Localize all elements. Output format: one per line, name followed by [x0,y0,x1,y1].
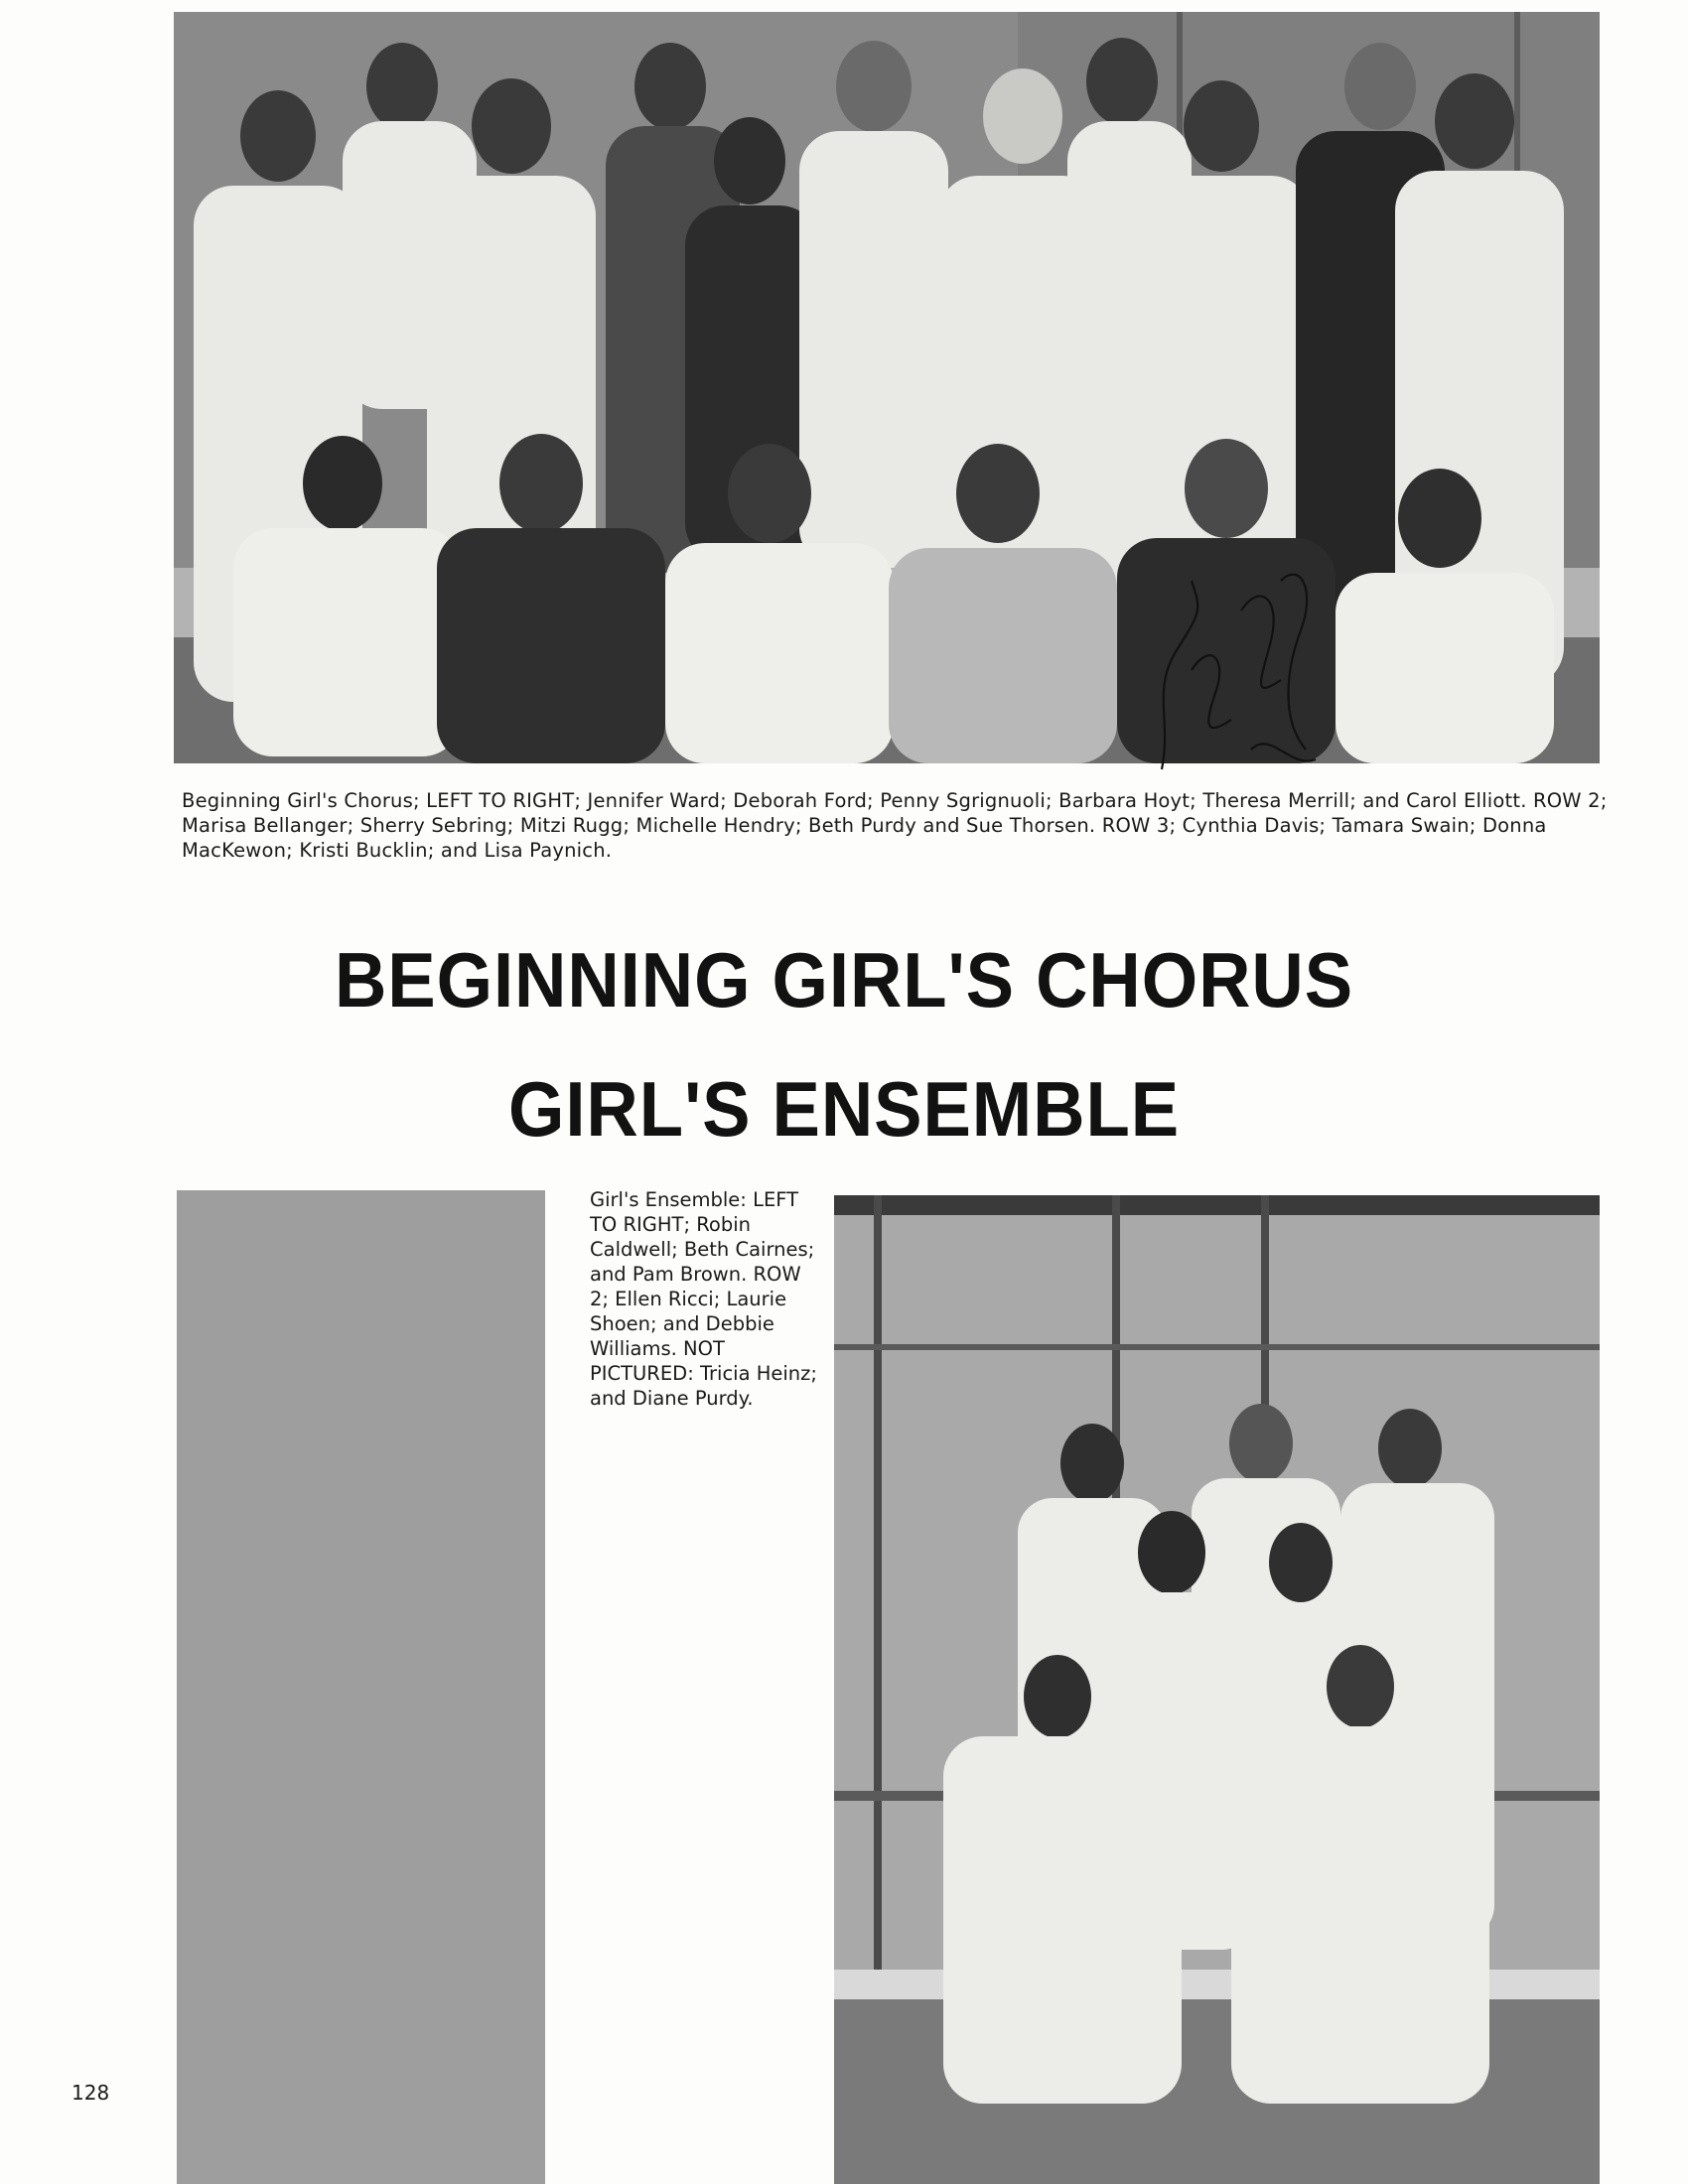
ensemble-photo-caption: Girl's Ensemble: LEFT TO RIGHT; Robin Caldwell; Beth Cairnes; and Pam Brown. ROW 2; Ellen Ricci; Laurie Shoen; and Debbie Williams. NOT PICTURED: Tricia Heinz; and Diane Purdy. [590,1188,817,1410]
section-title-ensemble: GIRL'S ENSEMBLE [507,1065,1181,1153]
handwritten-signature [1132,521,1331,789]
ensemble-group-photo [834,1195,1600,2184]
page-number: 128 [71,2081,110,2105]
chorus-photo-caption: Beginning Girl's Chorus; LEFT TO RIGHT; Jennifer Ward; Deborah Ford; Penny Sgrignuoli; Barbara Hoyt; Theresa Merrill; and Carol Elliott. ROW 2; Marisa Bellanger; Sherry Sebring; Mitzi Rugg; Michelle Hendry; Beth Purdy and Sue Thorsen. ROW 3; Cynthia Davis; Tamara Swain; Donna MacKewon; Kristi Bucklin; and Lisa Paynich. [182,789,1608,862]
section-title-chorus: BEGINNING GIRL'S CHORUS [334,936,1354,1024]
gray-color-block [177,1190,545,2184]
chorus-group-photo [174,12,1600,763]
